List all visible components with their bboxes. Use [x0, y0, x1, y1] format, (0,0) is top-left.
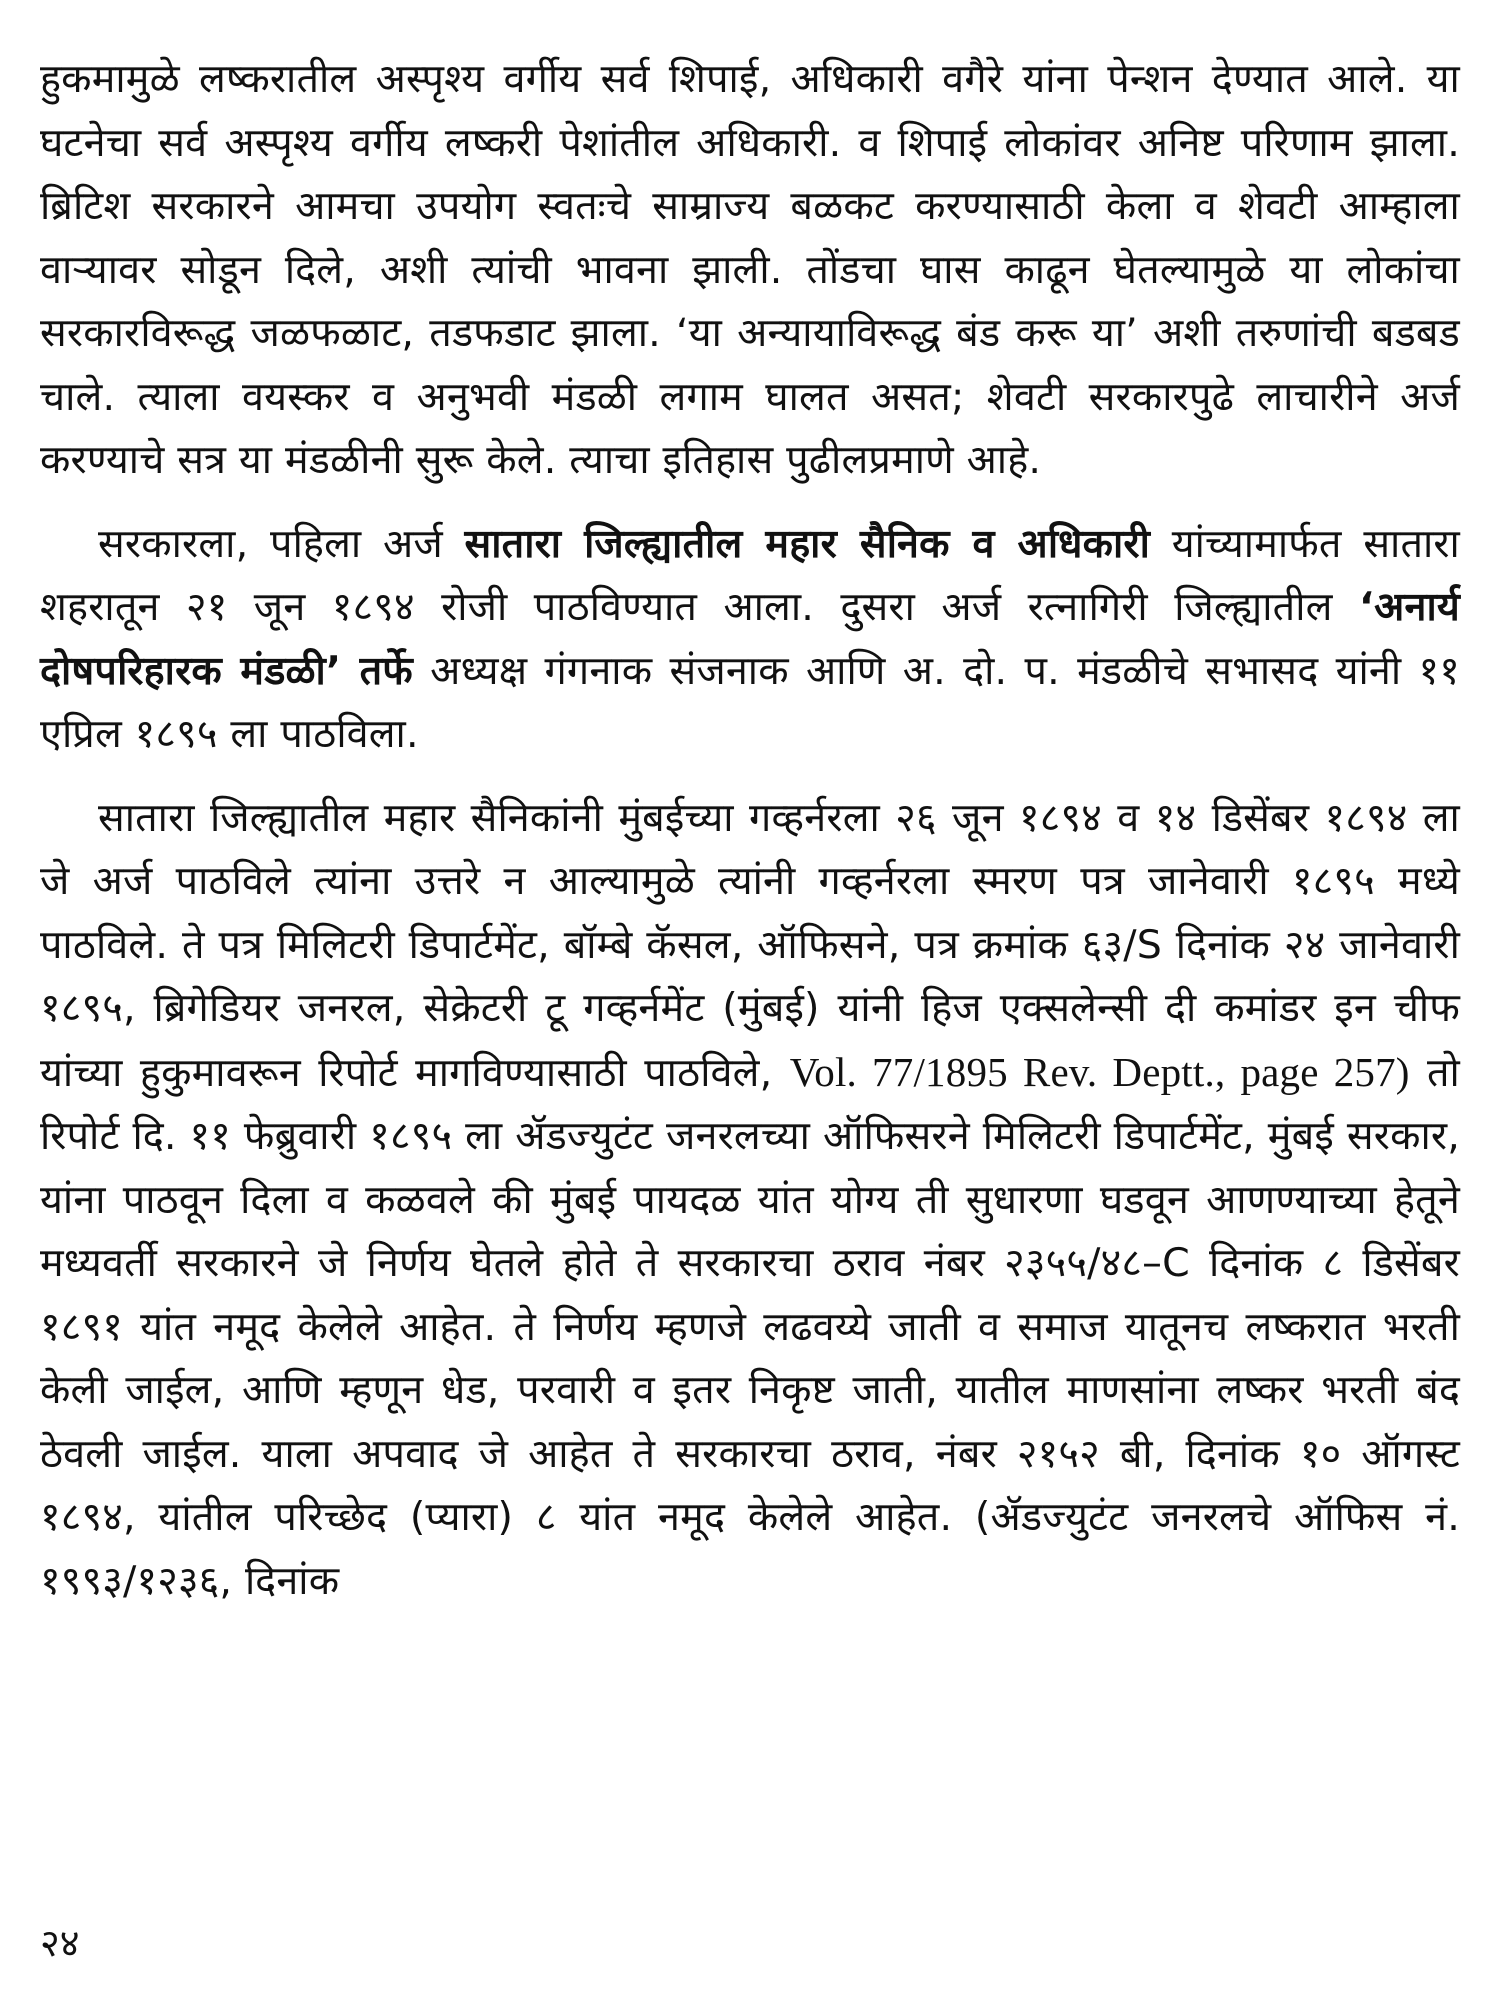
paragraph-gap [40, 493, 1460, 513]
paragraph-3 [40, 787, 1460, 1614]
paragraph-3-text-2: तो रिपोर्ट दि. ११ फेब्रुवारी १८९५ ला ॲडज्युटंट जनरलच्या ऑफिसरने मिलिटरी डिपार्टमेंट, मुंबई सरकार, यांना पाठवून दिला व कळवले की मुंबई पायदळ यांत योग्य ती सुधारणा घडवून आणण्याच्या हेतूने मध्यवर्ती सरकारने जे निर्णय घेतले होते ते सरकारचा ठराव नंबर २३५५/४८–C दिनांक ८ डिसेंबर १८९१ यांत नमूद केलेले आहेत. ते निर्णय म्हणजे लढवय्ये जाती व समाज यातूनच लष्करात भरती केली जाईल, आणि म्हणून धेड, परवारी व इतर निकृष्ट जाती, यातील माणसांना लष्कर भरती बंद ठेवली जाईल. याला अपवाद जे आहेत ते सरकारचा ठराव, नंबर २१५२ बी, दिनांक १० ऑगस्ट १८९४, यांतील परिच्छेद (प्यारा) ८ यांत नमूद केलेले आहेत. (ॲडज्युटंट जनरलचे ऑफिस नं. १९९३/१२३६, दिनांक [40, 1049, 1460, 1604]
paragraph-2-bold-2: ‘अनार्य दोषपरिहारक मंडळी’ तर्फे [40, 584, 1460, 694]
paragraph-2 [40, 513, 1460, 767]
page-number: २४ [40, 1921, 80, 1965]
paragraph-2-text-3: अध्यक्ष गंगनाक संजनाक आणि अ. दो. प. मंडळीचे सभासद यांनी ११ एप्रिल १८९५ ला पाठविला. [40, 647, 1460, 757]
paragraph-1: हुकमामुळे लष्करातील अस्पृश्य वर्गीय सर्व शिपाई, अधिकारी वगैरे यांना पेन्शन देण्यात आले. या घटनेचा सर्व अस्पृश्य वर्गीय लष्करी पेशांतील अधिकारी. व शिपाई लोकांवर अनिष्ट परिणाम झाला. ब्रिटिश सरकारने आमचा उपयोग स्वतःचे साम्राज्य बळकट करण्यासाठी केला व शेवटी आम्हाला वाऱ्यावर सोडून दिले, अशी त्यांची भावना झाली. तोंडचा घास काढून घेतल्यामुळे या लोकांचा सरकारविरूद्ध जळफळाट, तडफडाट झाला. ‘या अन्यायाविरूद्ध बंड करू या’ अशी तरुणांची बडबड चाले. त्याला वयस्कर व अनुभवी मंडळी लगाम घालत असत; शेवटी सरकारपुढे लाचारीने अर्ज करण्याचे सत्र या मंडळीनी सुरू केले. त्याचा इतिहास पुढीलप्रमाणे आहे. [40, 56, 1460, 483]
paragraph-3-text-1: सातारा जिल्ह्यातील महार सैनिकांनी मुंबईच्या गव्हर्नरला २६ जून १८९४ व १४ डिसेंबर १८९४ ला जे अर्ज पाठविले त्यांना उत्तरे न आल्यामुळे त्यांनी गव्हर्नरला स्मरण पत्र जानेवारी १८९५ मध्ये पाठविले. ते पत्र मिलिटरी डिपार्टमेंट, बॉम्बे कॅसल, ऑफिसने, पत्र क्रमांक ६३/S दिनांक २४ जानेवारी १८९५, ब्रिगेडियर जनरल, सेक्रेटरी टू गव्हर्नमेंट (मुंबई) यांनी हिज एक्सलेन्सी दी कमांडर इन चीफ यांच्या हुकुमावरून रिपोर्ट मागविण्यासाठी पाठविले, [40, 794, 1460, 1096]
paragraph-2-text-1: सरकारला, पहिला अर्ज [98, 520, 465, 567]
paragraph-gap [40, 767, 1460, 787]
paragraph-2-text-2: यांच्यामार्फत सातारा शहरातून २१ जून १८९४ रोजी पाठविण्यात आला. दुसरा अर्ज रत्नागिरी जिल्ह्यातील [40, 520, 1460, 630]
paragraph-2-bold-1: सातारा जिल्ह्यातील महार सैनिक व अधिकारी [464, 520, 1151, 567]
page-body [40, 48, 1460, 1613]
paragraph-3-citation: Vol. 77/1895 Rev. Deptt., page 257) [789, 1048, 1410, 1095]
